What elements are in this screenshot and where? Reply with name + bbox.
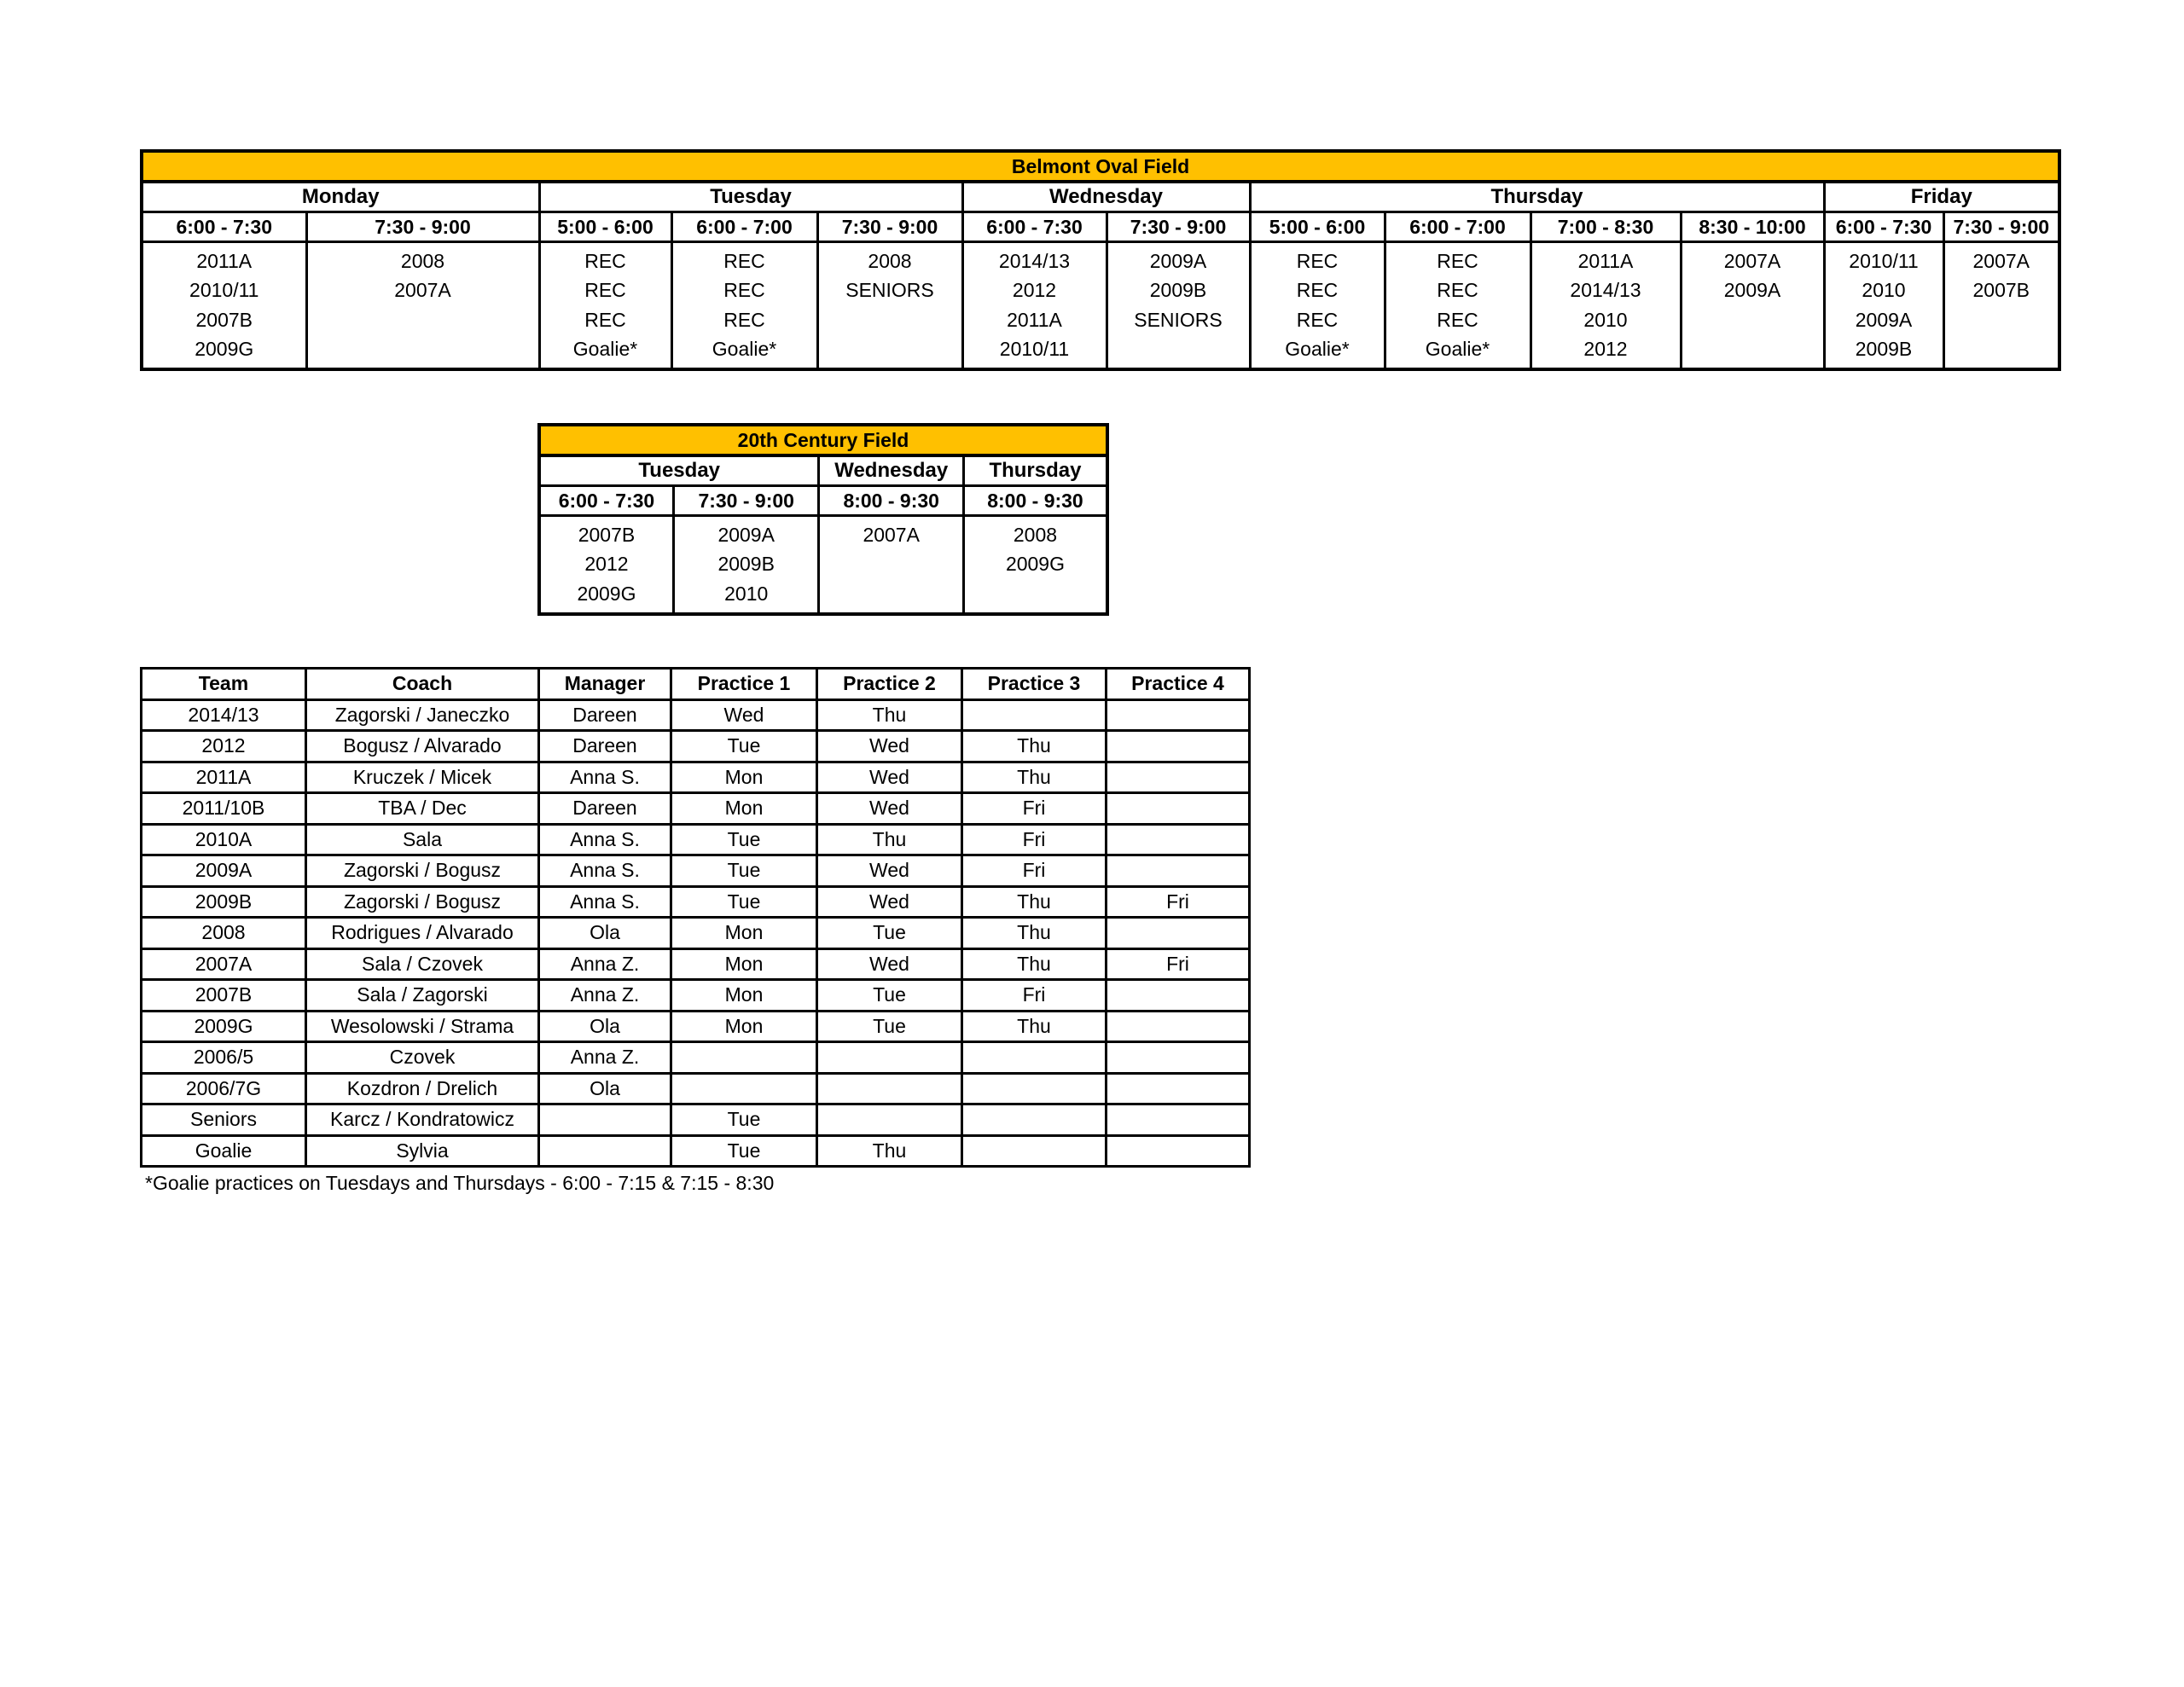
roster-cell: Wed: [817, 762, 962, 793]
roster-cell: 2010A: [142, 824, 306, 855]
roster-cell: Wed: [817, 731, 962, 762]
roster-cell: 2012: [142, 731, 306, 762]
roster-cell: [817, 1042, 962, 1074]
belmont-assignments: [142, 242, 2059, 370]
belmont-slot-cell: REC: [671, 242, 817, 276]
roster-cell: Kruczek / Micek: [306, 762, 539, 793]
roster-cell: [1107, 731, 1250, 762]
roster-cell: Wed: [817, 855, 962, 887]
roster-cell: [962, 1135, 1107, 1167]
roster-cell: Tue: [671, 1104, 817, 1136]
roster-cell: Mon: [671, 1011, 817, 1042]
roster-row: [142, 762, 1250, 793]
roster-row: [142, 918, 1250, 949]
roster-cell: Fri: [962, 980, 1107, 1012]
roster-cell: Tue: [671, 886, 817, 918]
belmont-slot-cell: 2014/13: [962, 242, 1107, 276]
roster-cell: [671, 1073, 817, 1104]
belmont-slot-cell: Goalie*: [539, 335, 671, 370]
belmont-day-row: [142, 182, 2059, 212]
roster-cell: Fri: [1107, 886, 1250, 918]
roster-cell: Zagorski / Bogusz: [306, 855, 539, 887]
roster-cell: Tue: [671, 855, 817, 887]
century-day-row: [539, 455, 1107, 486]
century-slot-cell: 2009B: [673, 550, 819, 580]
roster-cell: Tue: [817, 980, 962, 1012]
century-title: 20th Century Field: [539, 425, 1107, 455]
belmont-slot-cell: 2008: [817, 242, 962, 276]
roster-cell: Wed: [817, 793, 962, 825]
belmont-slot-cell: 2007B: [142, 305, 306, 335]
belmont-slot-cell: 2007A: [1943, 242, 2059, 276]
century-field-schedule-table: [537, 423, 1109, 616]
belmont-slot-cell: Goalie*: [1385, 335, 1531, 370]
roster-body: [142, 699, 1250, 1167]
belmont-slot-cell: Goalie*: [671, 335, 817, 370]
belmont-slot-cell: 2009G: [142, 335, 306, 370]
roster-cell: Thu: [962, 948, 1107, 980]
roster-cell: Czovek: [306, 1042, 539, 1074]
roster-cell: [1107, 980, 1250, 1012]
belmont-slot-cell: 2009B: [1107, 276, 1250, 306]
roster-cell: Thu: [962, 918, 1107, 949]
roster-cell: Bogusz / Alvarado: [306, 731, 539, 762]
century-day-wednesday: Wednesday: [819, 455, 964, 486]
roster-cell: [817, 1073, 962, 1104]
roster-cell: Tue: [671, 731, 817, 762]
roster-cell: Dareen: [539, 793, 671, 825]
roster-row: [142, 731, 1250, 762]
belmont-slot-cell: 2007B: [1943, 276, 2059, 306]
belmont-slot-cell: [817, 335, 962, 370]
roster-cell: Thu: [817, 1135, 962, 1167]
belmont-time-slot: 7:30 - 9:00: [1943, 212, 2059, 242]
century-slot-cell: 2007B: [539, 516, 673, 550]
century-slot-row: [539, 550, 1107, 580]
roster-cell: Tue: [671, 1135, 817, 1167]
century-slot-cell: [819, 579, 964, 614]
roster-cell: Tue: [817, 918, 962, 949]
roster-cell: Mon: [671, 762, 817, 793]
roster-cell: Thu: [817, 824, 962, 855]
roster-cell: [1107, 1104, 1250, 1136]
belmont-slot-cell: 2011A: [962, 305, 1107, 335]
belmont-slot-cell: 2008: [306, 242, 539, 276]
belmont-slot-cell: 2009A: [1824, 305, 1943, 335]
roster-cell: 2007A: [142, 948, 306, 980]
belmont-slot-cell: REC: [539, 305, 671, 335]
roster-row: [142, 1135, 1250, 1167]
roster-row: [142, 1073, 1250, 1104]
roster-cell: [962, 699, 1107, 731]
belmont-slot-cell: REC: [1385, 276, 1531, 306]
belmont-day-tuesday: Tuesday: [539, 182, 962, 212]
belmont-slot-cell: 2011A: [142, 242, 306, 276]
roster-cell: Thu: [817, 699, 962, 731]
belmont-slot-cell: 2010: [1531, 305, 1681, 335]
belmont-time-slot: 8:30 - 10:00: [1681, 212, 1824, 242]
roster-cell: Wed: [817, 886, 962, 918]
roster-cell: Dareen: [539, 731, 671, 762]
roster-cell: 2008: [142, 918, 306, 949]
roster-cell: Anna S.: [539, 886, 671, 918]
roster-cell: Sylvia: [306, 1135, 539, 1167]
roster-cell: [1107, 824, 1250, 855]
roster-row: [142, 1042, 1250, 1074]
roster-row: [142, 886, 1250, 918]
belmont-oval-schedule-table: [140, 149, 2061, 371]
roster-cell: Zagorski / Janeczko: [306, 699, 539, 731]
belmont-slot-row: [142, 242, 2059, 276]
belmont-slot-cell: 2010/11: [1824, 242, 1943, 276]
roster-cell: Thu: [962, 1011, 1107, 1042]
century-slot-cell: [963, 579, 1107, 614]
century-slot-cell: 2010: [673, 579, 819, 614]
roster-cell: TBA / Dec: [306, 793, 539, 825]
roster-row: [142, 824, 1250, 855]
roster-cell: Mon: [671, 948, 817, 980]
belmont-time-slot: 6:00 - 7:30: [142, 212, 306, 242]
belmont-slot-cell: 2012: [1531, 335, 1681, 370]
roster-cell: [1107, 699, 1250, 731]
roster-cell: Fri: [1107, 948, 1250, 980]
roster-cell: 2009A: [142, 855, 306, 887]
roster-cell: 2011/10B: [142, 793, 306, 825]
belmont-day-wednesday: Wednesday: [962, 182, 1250, 212]
roster-cell: [1107, 1135, 1250, 1167]
roster-cell: Anna Z.: [539, 980, 671, 1012]
roster-cell: [962, 1042, 1107, 1074]
roster-cell: [962, 1104, 1107, 1136]
belmont-slot-cell: [1681, 305, 1824, 335]
goalie-footnote: *Goalie practices on Tuesdays and Thursdays - 6:00 - 7:15 & 7:15 - 8:30: [145, 1172, 775, 1194]
century-slot-cell: 2009G: [539, 579, 673, 614]
roster-cell: Anna S.: [539, 855, 671, 887]
roster-cell: Fri: [962, 855, 1107, 887]
belmont-time-row: [142, 212, 2059, 242]
roster-cell: Dareen: [539, 699, 671, 731]
belmont-slot-cell: [306, 335, 539, 370]
roster-cell: [1107, 793, 1250, 825]
belmont-slot-row: [142, 335, 2059, 370]
century-slot-cell: [819, 550, 964, 580]
roster-cell: Tue: [817, 1011, 962, 1042]
roster-cell: Ola: [539, 1073, 671, 1104]
roster-cell: [539, 1104, 671, 1136]
roster-cell: [539, 1135, 671, 1167]
team-roster-table: [140, 667, 1251, 1168]
belmont-slot-cell: 2011A: [1531, 242, 1681, 276]
roster-row: [142, 980, 1250, 1012]
belmont-slot-cell: REC: [1250, 276, 1385, 306]
belmont-time-slot: 6:00 - 7:30: [1824, 212, 1943, 242]
century-time-slot: 7:30 - 9:00: [673, 486, 819, 516]
roster-cell: 2014/13: [142, 699, 306, 731]
roster-cell: 2007B: [142, 980, 306, 1012]
belmont-time-slot: 6:00 - 7:30: [962, 212, 1107, 242]
belmont-slot-cell: [1681, 335, 1824, 370]
roster-cell: [1107, 1073, 1250, 1104]
roster-cell: Rodrigues / Alvarado: [306, 918, 539, 949]
belmont-slot-cell: Goalie*: [1250, 335, 1385, 370]
roster-cell: Mon: [671, 793, 817, 825]
roster-cell: Ola: [539, 918, 671, 949]
roster-row: [142, 793, 1250, 825]
roster-cell: 2006/7G: [142, 1073, 306, 1104]
belmont-time-slot: 7:30 - 9:00: [1107, 212, 1250, 242]
belmont-slot-cell: 2009B: [1824, 335, 1943, 370]
belmont-slot-row: [142, 276, 2059, 306]
roster-cell: Seniors: [142, 1104, 306, 1136]
roster-cell: 2009G: [142, 1011, 306, 1042]
roster-cell: Thu: [962, 886, 1107, 918]
roster-cell: Sala / Zagorski: [306, 980, 539, 1012]
century-slot-cell: 2009A: [673, 516, 819, 550]
roster-row: [142, 948, 1250, 980]
belmont-slot-cell: REC: [539, 242, 671, 276]
roster-cell: Tue: [671, 824, 817, 855]
roster-header-practice-1: Practice 1: [671, 669, 817, 700]
roster-row: [142, 855, 1250, 887]
century-slot-cell: 2012: [539, 550, 673, 580]
century-slot-cell: 2007A: [819, 516, 964, 550]
belmont-time-slot: 6:00 - 7:00: [671, 212, 817, 242]
roster-cell: [1107, 1042, 1250, 1074]
roster-cell: Fri: [962, 824, 1107, 855]
century-day-tuesday: Tuesday: [539, 455, 819, 486]
belmont-day-friday: Friday: [1824, 182, 2059, 212]
roster-row: [142, 1104, 1250, 1136]
belmont-title: Belmont Oval Field: [142, 151, 2059, 182]
belmont-slot-cell: 2007A: [1681, 242, 1824, 276]
century-slot-cell: 2009G: [963, 550, 1107, 580]
roster-cell: Wed: [671, 699, 817, 731]
belmont-slot-cell: [306, 305, 539, 335]
belmont-slot-cell: 2007A: [306, 276, 539, 306]
belmont-slot-cell: 2010: [1824, 276, 1943, 306]
roster-cell: Ola: [539, 1011, 671, 1042]
belmont-slot-cell: REC: [539, 276, 671, 306]
belmont-slot-cell: 2010/11: [142, 276, 306, 306]
roster-header-practice-2: Practice 2: [817, 669, 962, 700]
century-time-row: [539, 486, 1107, 516]
belmont-slot-cell: REC: [1385, 305, 1531, 335]
roster-header-practice-3: Practice 3: [962, 669, 1107, 700]
roster-cell: Karcz / Kondratowicz: [306, 1104, 539, 1136]
roster-cell: Anna S.: [539, 824, 671, 855]
roster-header-practice-4: Practice 4: [1107, 669, 1250, 700]
century-time-slot: 8:00 - 9:30: [963, 486, 1107, 516]
roster-cell: Thu: [962, 762, 1107, 793]
roster-header-team: Team: [142, 669, 306, 700]
belmont-slot-cell: REC: [1385, 242, 1531, 276]
century-time-slot: 6:00 - 7:30: [539, 486, 673, 516]
roster-cell: [671, 1042, 817, 1074]
roster-cell: Sala: [306, 824, 539, 855]
roster-cell: [1107, 762, 1250, 793]
roster-cell: 2006/5: [142, 1042, 306, 1074]
roster-row: [142, 699, 1250, 731]
roster-header-manager: Manager: [539, 669, 671, 700]
roster-cell: [962, 1073, 1107, 1104]
belmont-slot-cell: REC: [671, 305, 817, 335]
belmont-slot-cell: REC: [1250, 305, 1385, 335]
roster-row: [142, 1011, 1250, 1042]
roster-cell: Wed: [817, 948, 962, 980]
belmont-slot-cell: 2009A: [1681, 276, 1824, 306]
roster-cell: Anna Z.: [539, 948, 671, 980]
belmont-slot-cell: [1943, 305, 2059, 335]
belmont-slot-cell: 2009A: [1107, 242, 1250, 276]
belmont-time-slot: 7:30 - 9:00: [306, 212, 539, 242]
belmont-slot-cell: [817, 305, 962, 335]
roster-cell: Mon: [671, 980, 817, 1012]
belmont-time-slot: 7:00 - 8:30: [1531, 212, 1681, 242]
century-slot-cell: 2008: [963, 516, 1107, 550]
roster-cell: [1107, 855, 1250, 887]
roster-cell: Fri: [962, 793, 1107, 825]
roster-cell: 2009B: [142, 886, 306, 918]
roster-cell: Sala / Czovek: [306, 948, 539, 980]
belmont-slot-cell: [1107, 335, 1250, 370]
belmont-slot-cell: 2012: [962, 276, 1107, 306]
belmont-time-slot: 6:00 - 7:00: [1385, 212, 1531, 242]
century-day-thursday: Thursday: [963, 455, 1107, 486]
belmont-slot-cell: 2010/11: [962, 335, 1107, 370]
roster-cell: Anna S.: [539, 762, 671, 793]
roster-cell: [817, 1104, 962, 1136]
belmont-slot-cell: 2014/13: [1531, 276, 1681, 306]
roster-cell: Mon: [671, 918, 817, 949]
roster-cell: [1107, 918, 1250, 949]
century-assignments: [539, 516, 1107, 614]
belmont-slot-cell: [1943, 335, 2059, 370]
roster-cell: Kozdron / Drelich: [306, 1073, 539, 1104]
roster-cell: Anna Z.: [539, 1042, 671, 1074]
belmont-time-slot: 5:00 - 6:00: [1250, 212, 1385, 242]
roster-header-coach: Coach: [306, 669, 539, 700]
belmont-slot-cell: REC: [671, 276, 817, 306]
belmont-day-thursday: Thursday: [1250, 182, 1824, 212]
century-slot-row: [539, 579, 1107, 614]
roster-cell: 2011A: [142, 762, 306, 793]
roster-cell: Thu: [962, 731, 1107, 762]
roster-cell: Zagorski / Bogusz: [306, 886, 539, 918]
roster-header-row: [142, 669, 1250, 700]
belmont-slot-row: [142, 305, 2059, 335]
roster-cell: [1107, 1011, 1250, 1042]
century-slot-row: [539, 516, 1107, 550]
roster-cell: Wesolowski / Strama: [306, 1011, 539, 1042]
belmont-day-monday: Monday: [142, 182, 539, 212]
roster-cell: Goalie: [142, 1135, 306, 1167]
century-time-slot: 8:00 - 9:30: [819, 486, 964, 516]
belmont-slot-cell: SENIORS: [817, 276, 962, 306]
belmont-slot-cell: SENIORS: [1107, 305, 1250, 335]
belmont-time-slot: 7:30 - 9:00: [817, 212, 962, 242]
belmont-slot-cell: REC: [1250, 242, 1385, 276]
belmont-time-slot: 5:00 - 6:00: [539, 212, 671, 242]
